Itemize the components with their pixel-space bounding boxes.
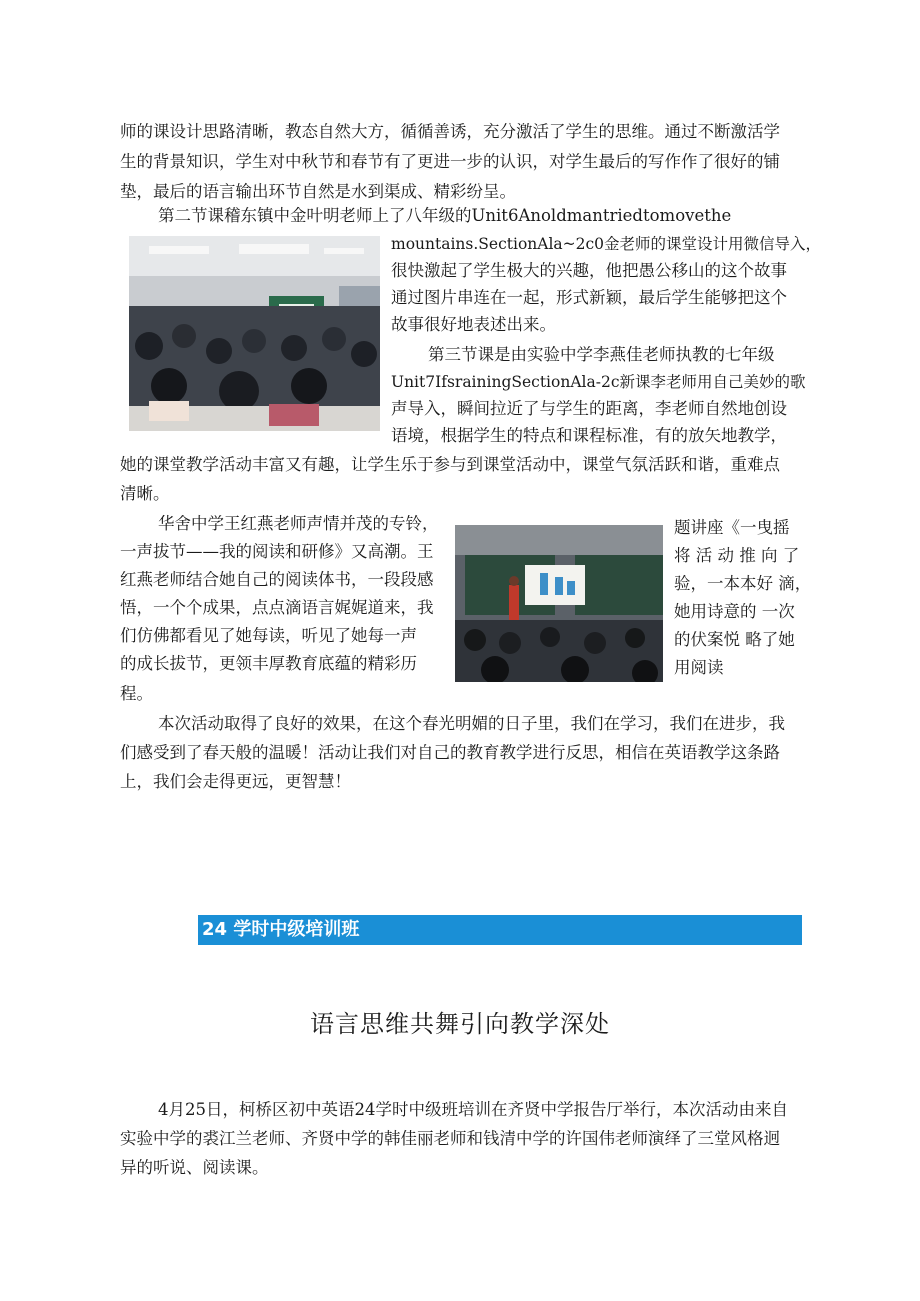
section-banner: 24 学时中级培训班 — [198, 915, 802, 945]
paragraph-line: 第二节课稽东镇中金叶明老师上了八年级的Unit6Anoldmantriedtomovethe — [158, 206, 732, 225]
paragraph-line: 师的课设计思路清晰，教态自然大方，循循善诱，充分激活了学生的思维。通过不断激活学 — [120, 122, 780, 141]
paragraph-line: 语境，根据学生的特点和课程标准，有的放矢地教学， — [391, 426, 787, 445]
paragraph-line: 4月25日，柯桥区初中英语24学时中级班培训在齐贤中学报告厅举行，本次活动由来自 — [158, 1100, 788, 1119]
paragraph-line: 题讲座《一曳摇 — [674, 518, 790, 537]
lecture-photo-image — [455, 525, 663, 682]
paragraph-line: 们仿佛都看见了她每读，听见了她每一声 — [120, 626, 417, 645]
paragraph-line: 通过图片串连在一起，形式新颖，最后学生能够把这个 — [391, 288, 787, 307]
paragraph-line: 异的听说、阅读课。 — [120, 1158, 269, 1177]
paragraph-line: 将 活 动 推 向 了 — [674, 546, 800, 565]
paragraph-line: 本次活动取得了良好的效果，在这个春光明媚的日子里，我们在学习，我们在进步，我 — [158, 714, 785, 733]
paragraph-line: 生的背景知识，学生对中秋节和春节有了更进一步的认识，对学生最后的写作作了很好的铺 — [120, 152, 780, 171]
paragraph-line: 实验中学的裘江兰老师、齐贤中学的韩佳丽老师和钱清中学的许国伟老师演绎了三堂风格迥 — [120, 1129, 780, 1148]
paragraph-line: 上，我们会走得更远，更智慧！ — [120, 772, 351, 791]
paragraph-line: 用阅读 — [674, 658, 724, 677]
paragraph-line: 红燕老师结合她自己的阅读体书，一段段感 — [120, 570, 434, 589]
paragraph-line: 的成长拔节，更领丰厚教育底蕴的精彩历 — [120, 654, 417, 673]
paragraph-line: 程。 — [120, 684, 153, 703]
paragraph-line: 声导入，瞬间拉近了与学生的距离，李老师自然地创设 — [391, 399, 787, 418]
classroom-photo — [129, 236, 380, 431]
paragraph-line: Unit7IfsrainingSectionAla-2c新课李老师用自己美妙的歌 — [391, 373, 806, 391]
paragraph-line: 垫，最后的语言输出环节自然是水到渠成、精彩纷呈。 — [120, 182, 516, 201]
paragraph-line: 她的课堂教学活动丰富又有趣，让学生乐于参与到课堂活动中，课堂气氛活跃和谐，重难点 — [120, 455, 780, 474]
paragraph-line: 第三节课是由实验中学李燕佳老师执教的七年级 — [428, 345, 775, 364]
paragraph-line: 故事很好地表述出来。 — [391, 315, 556, 334]
paragraph-line: 很快激起了学生极大的兴趣，他把愚公移山的这个故事 — [391, 261, 787, 280]
paragraph-line: 悟，一个个成果，点点滴语言娓娓道来，我 — [120, 598, 434, 617]
paragraph-line: mountains.SectionAla~2c0金老师的课堂设计用微信导入， — [391, 235, 822, 253]
paragraph-line: 一声拔节——我的阅读和研修》又高潮。王 — [120, 542, 434, 561]
article-title: 语言思维共舞引向教学深处 — [310, 1010, 610, 1038]
paragraph-line: 的伏案悦 略了她 — [674, 630, 795, 649]
classroom-photo-image — [129, 236, 380, 431]
paragraph-line: 验，一本本好 滴， — [674, 574, 812, 593]
paragraph-line: 清晰。 — [120, 484, 170, 503]
paragraph-line: 她用诗意的 一次 — [674, 602, 795, 621]
paragraph-line: 华舍中学王红燕老师声情并茂的专铃， — [158, 514, 439, 533]
paragraph-line: 们感受到了春天般的温暖！活动让我们对自己的教育教学进行反思，相信在英语教学这条路 — [120, 743, 780, 762]
lecture-photo — [455, 525, 663, 682]
